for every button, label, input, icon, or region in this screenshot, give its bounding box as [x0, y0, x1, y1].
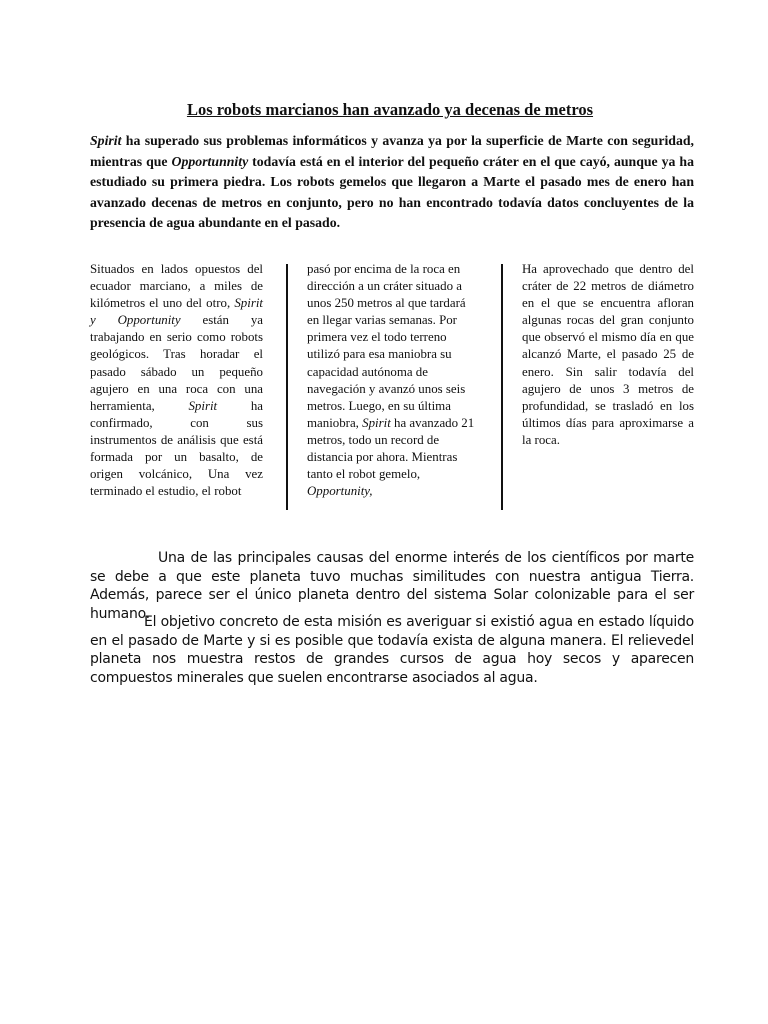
- article-title: Los robots marcianos han avanzado ya decenas de metros: [186, 100, 594, 119]
- column-1-text-3: ha confirmado, con sus instrumentos de análisis que está formada por un basalto, de origen volcánico, Una vez terminado el estudio, el robot: [90, 398, 264, 499]
- column-divider-2: [501, 264, 503, 510]
- column-3: [522, 261, 694, 449]
- column-1: [90, 261, 263, 500]
- column-2-text-2: ha avanzado 21 metros, todo un record de distancia por ahora. Mientras tanto el robot gemelo,: [307, 415, 475, 482]
- body-paragraph-1: Una de las principales causas del enorme interés de los científicos por marte se debe a que este planeta tuvo muchas similitudes con nuestra antigua Tierra. Además, parece ser el único planeta dentro del sistema Solar colonizable para el ser humano.: [90, 550, 694, 622]
- lead-paragraph: [90, 131, 694, 234]
- column-1-text-2: están ya trabajando en serio como robots geológicos. Tras horadar el pasado sábado un pequeño agujero en una roca con una herramienta,: [90, 313, 263, 413]
- column-2: [307, 261, 479, 500]
- column-2-opportunity-name: Opportunity,: [307, 484, 373, 499]
- column-1-spirit-name: Spirit: [188, 398, 218, 413]
- column-2-spirit-name: Spirit: [362, 415, 391, 430]
- body-paragraph-2: El objetivo concreto de esta misión es averiguar si existió agua en estado líquido en el pasado de Marte y si es posible que todavía exista de alguna manera. El relievedel planeta nos muestra restos de grandes cursos de agua hoy secos y aparecen compuestos minerales que suelen encontrarse asociados al agua.: [90, 614, 694, 686]
- column-3-text: Ha aprovechado que dentro del cráter de 22 metros de diámetro en el que se encuentra afloran algunas rocas del gran conjunto que observó el mismo día en que alcanzó Marte, el pasado 25 de enero. Sin salir todavía del agujero de unos 3 metros de profundidad, se trasladó en los últimos días para aproximarse a la roca.: [522, 262, 694, 447]
- column-1-robots-names: Spirit y Opportunity: [90, 296, 263, 328]
- lead-text-2: todavía está en el interior del pequeño cráter en el que cayó, aunque ya ha estudiado su primera piedra. Los robots gemelos que llegaron a Marte el pasado mes de enero han avanzado decenas de metros en conjunto, pero no han encontrado todavía datos concluyentes de la presencia de agua abundante en el pasado.: [90, 153, 694, 230]
- column-1-text-1: Situados en lados opuestos del ecuador marciano, a miles de kilómetros el uno del otro,: [90, 262, 263, 311]
- lead-text-1: ha superado sus problemas informáticos y avanza ya por la superficie de Marte con seguridad, mientras que: [90, 133, 694, 169]
- column-divider-1: [286, 264, 288, 510]
- spirit-name: Spirit: [90, 133, 122, 148]
- column-2-text-1: pasó por encima de la roca en dirección a un cráter situado a unos 250 metros al que tardará en llegar varias semanas. Por primera vez el todo terreno utilizó para esa maniobra su capacidad autónoma de navegación y avanzó unos seis metros. Luego, en su última maniobra,: [307, 262, 466, 430]
- opportunity-name: Opportunnity: [171, 153, 249, 169]
